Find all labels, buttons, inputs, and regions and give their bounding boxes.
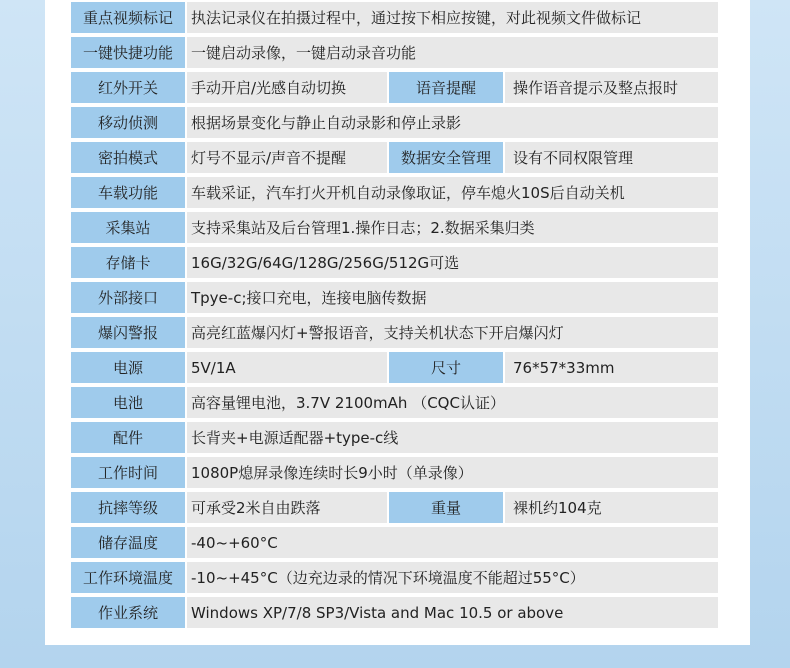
spec-value: 支持采集站及后台管理1.操作日志；2.数据采集归类: [187, 212, 718, 243]
spec-value: 1080P熄屏录像连续时长9小时（单录像）: [187, 457, 718, 488]
spec-row: [71, 387, 718, 418]
spec-row: [71, 562, 718, 593]
spec-value: Tpye-c;接口充电，连接电脑传数据: [187, 282, 718, 313]
spec-value: 可承受2米自由跌落: [187, 492, 387, 523]
spec-value: 16G/32G/64G/128G/256G/512G可选: [187, 247, 718, 278]
spec-label: 密拍模式: [71, 142, 185, 173]
spec-row: [71, 457, 718, 488]
spec-label: 配件: [71, 422, 185, 453]
spec-value: -10~+45°C（边充边录的情况下环境温度不能超过55°C）: [187, 562, 718, 593]
spec-row: [71, 317, 718, 348]
spec-row: [71, 492, 718, 523]
spec-row: [71, 107, 718, 138]
spec-value: 高亮红蓝爆闪灯+警报语音，支持关机状态下开启爆闪灯: [187, 317, 718, 348]
spec-row: [71, 72, 718, 103]
spec-value-secondary: 操作语音提示及整点报时: [505, 72, 718, 103]
spec-label: 抗摔等级: [71, 492, 185, 523]
spec-label: 移动侦测: [71, 107, 185, 138]
spec-row: [71, 247, 718, 278]
spec-value: 手动开启/光感自动切换: [187, 72, 387, 103]
spec-label: 工作时间: [71, 457, 185, 488]
spec-label: 重点视频标记: [71, 2, 185, 33]
spec-row: [71, 422, 718, 453]
spec-row: [71, 142, 718, 173]
spec-value-secondary: 76*57*33mm: [505, 352, 718, 383]
spec-value: 高容量锂电池，3.7V 2100mAh （CQC认证）: [187, 387, 718, 418]
spec-row: [71, 37, 718, 68]
spec-label: 采集站: [71, 212, 185, 243]
spec-label: 车载功能: [71, 177, 185, 208]
spec-label: 储存温度: [71, 527, 185, 558]
spec-label: 工作环境温度: [71, 562, 185, 593]
spec-value: 一键启动录像，一键启动录音功能: [187, 37, 718, 68]
spec-label-secondary: 重量: [389, 492, 503, 523]
spec-value: 执法记录仪在拍摄过程中，通过按下相应按键，对此视频文件做标记: [187, 2, 718, 33]
spec-value: 根据场景变化与静止自动录影和停止录影: [187, 107, 718, 138]
spec-row: [71, 527, 718, 558]
spec-label: 电池: [71, 387, 185, 418]
spec-value: Windows XP/7/8 SP3/Vista and Mac 10.5 or above: [187, 597, 718, 628]
spec-label-secondary: 数据安全管理: [389, 142, 503, 173]
spec-value: 灯号不显示/声音不提醒: [187, 142, 387, 173]
spec-row: [71, 597, 718, 628]
spec-label: 红外开关: [71, 72, 185, 103]
spec-value-secondary: 设有不同权限管理: [505, 142, 718, 173]
spec-label: 存储卡: [71, 247, 185, 278]
spec-value: 车载采证，汽车打火开机自动录像取证，停车熄火10S后自动关机: [187, 177, 718, 208]
spec-row: [71, 212, 718, 243]
spec-value-secondary: 裸机约104克: [505, 492, 718, 523]
spec-table: [71, 2, 718, 632]
spec-value: 长背夹+电源适配器+type-c线: [187, 422, 718, 453]
spec-row: [71, 177, 718, 208]
spec-row: [71, 282, 718, 313]
spec-label-secondary: 尺寸: [389, 352, 503, 383]
spec-label: 作业系统: [71, 597, 185, 628]
spec-label: 爆闪警报: [71, 317, 185, 348]
spec-label-secondary: 语音提醒: [389, 72, 503, 103]
spec-label: 外部接口: [71, 282, 185, 313]
spec-label: 电源: [71, 352, 185, 383]
spec-value: 5V/1A: [187, 352, 387, 383]
spec-row: [71, 352, 718, 383]
spec-row: [71, 2, 718, 33]
spec-value: -40~+60°C: [187, 527, 718, 558]
spec-label: 一键快捷功能: [71, 37, 185, 68]
